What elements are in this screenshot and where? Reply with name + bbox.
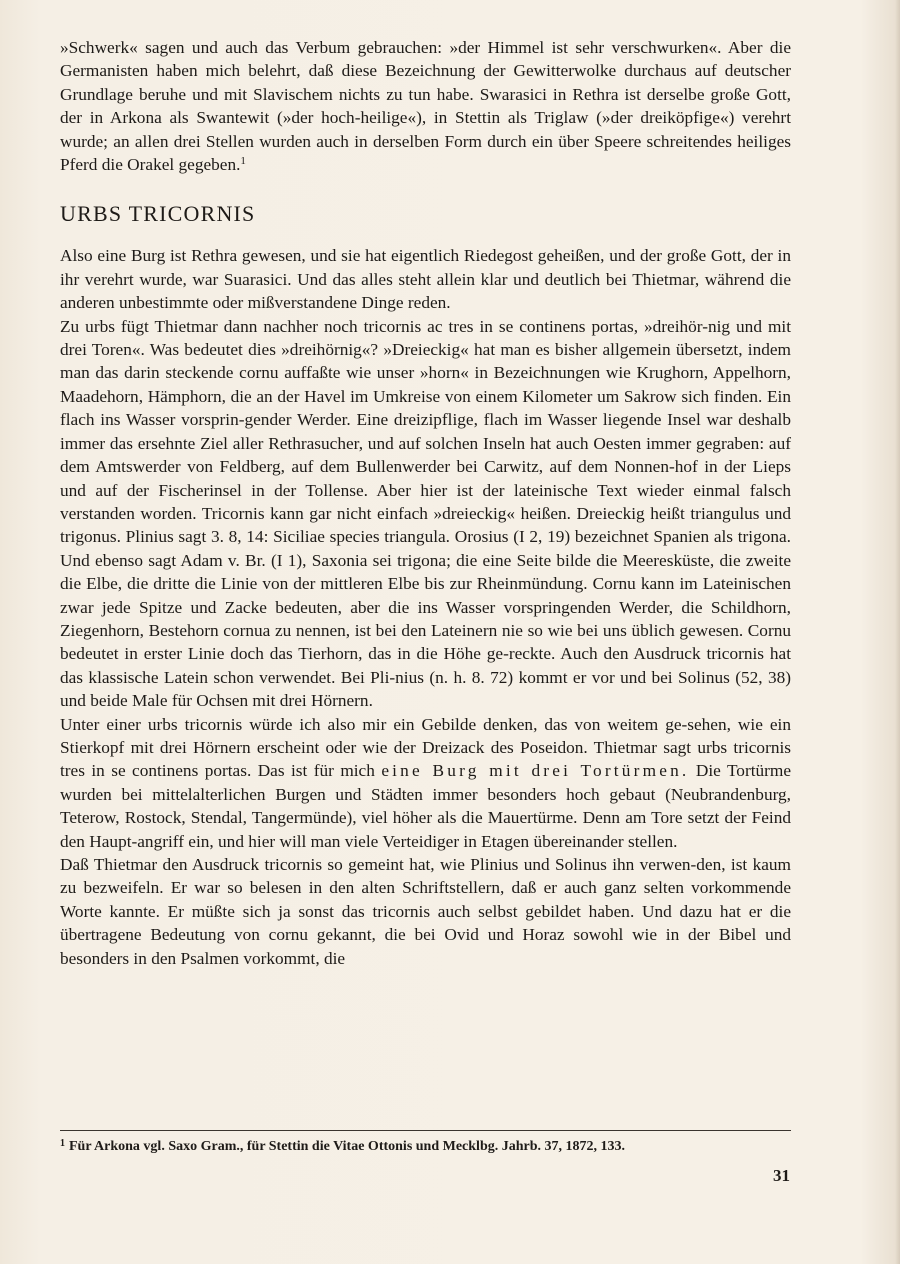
paragraph-text: Die Tortürme wurden bei mittelalterlichen Burgen und Städten immer besonders hoch gebaut (Neubrandenburg, Teterow, Rostock, Stendal, Tangermünde), viel höher als die Mauertürme. Denn am Tore setzt der Feind den Haupt-angriff ein, und hier will man viele Verteidiger in Etagen übereinander stellen.: [60, 761, 792, 851]
footnote-reference: 1: [240, 155, 246, 168]
paragraph: Also eine Burg ist Rethra gewesen, und sie hat eigentlich Riedegost geheißen, und der große Gott, der in ihr verehrt wurde, war Suarasici. Und das alles steht allein klar und deutlich bei Thietmar, während die anderen unbestimmte oder mißverstandene Dinge reden.: [60, 246, 791, 313]
footnote-divider: [60, 1130, 791, 1131]
paragraph: [60, 713, 791, 853]
section-heading: URBS TRICORNIS: [60, 201, 256, 227]
intro-paragraph-text: »Schwerk« sagen und auch das Verbum gebrauchen: »der Himmel ist sehr verschwurken«. Aber die Germanisten haben mich belehrt, daß diese Bezeichnung der Gewitterwolke durchaus auf deutscher Grundlage beruhe und mit Slavischem nichts zu tun habe. Swarasici in Rethra ist derselbe große Gott, der in Arkona als Swantewit (»der hoch-heilige«), in Stettin als Triglaw (»der dreiköpfige«) verehrt wurde; an allen drei Stellen wurden auch in derselben Form durch ein über Speere schreitendes heiliges Pferd die Orakel gegeben.: [60, 38, 791, 175]
footnote-text: Für Arkona vgl. Saxo Gram., für Stettin die Vitae Ottonis und Mecklbg. Jahrb. 37, 1872, 133.: [69, 1139, 626, 1154]
paragraph: Daß Thietmar den Ausdruck tricornis so gemeint hat, wie Plinius und Solinus ihn verwen-den, ist kaum zu bezweifeln. Er war so belesen in den alten Schriftstellern, daß er auch ganz selten vorkommende Worte kannte. Er müßte sich ja sonst das tricornis auch selbst gebildet haben. Und dazu hat er die übertragene Bedeutung von cornu gekannt, die bei Ovid und Horaz sowohl wie in der Bibel und besonders in den Psalmen vorkommt, die: [60, 855, 791, 968]
intro-paragraph: [60, 36, 791, 176]
page-number: 31: [773, 1166, 790, 1185]
paragraph-text: Unter einer urbs tricornis würde ich also mir ein Gebilde denken, das von weitem ge-sehen, wie ein Stierkopf mit drei Hörnern erscheint oder wie der Dreizack des Poseidon. Thietmar sagt urbs tricornis tres in se continens portas. Das ist für mich: [60, 714, 791, 781]
paragraph: Zu urbs fügt Thietmar dann nachher noch tricornis ac tres in se continens portas, »dreihör-nig und mit drei Toren«. Was bedeutet dies »dreihörnig«? »Dreieckig« hat man es bisher allgemein übersetzt, indem man das darin steckende cornu auffaßte wie unser »horn« in Bezeichnungen wie Krughorn, Appelhorn, Maadehorn, Hämphorn, die an der Havel im Umkreise von einem Kilometer um Sakrow sich finden. Ein flach ins Wasser vorsprin-gender Werder. Eine dreizipflige, flach im Wasser liegende Insel war deshalb immer das ersehnte Ziel aller Rethrasucher, und auf solchen Inseln hat auch Oesten immer gegraben: auf dem Amtswerder von Feldberg, auf dem Bullenwerder bei Carwitz, auf dem Nonnen-hof in der Lieps und auf der Fischerinsel in der Tollense. Aber hier ist der lateinische Text wieder einmal falsch verstanden worden. Tricornis kann gar nicht einfach »dreieckig« heißen. Dreieckig heißt triangulus und trigonus. Plinius sagt 3. 8, 14: Siciliae species triangula. Orosius (I 2, 19) bezeichnet Spanien als trigona. Und ebenso sagt Adam v. Br. (I 1), Saxonia sei trigona; die eine Seite bilde die Meeresküste, die zweite die Elbe, die dritte die Linie von der mittleren Elbe bis zur Rheinmündung. Cornu kann im Lateinischen zwar jede Spitze und Zacke bedeuten, aber die ins Wasser vorspringenden Werder, die Schildhorn, Ziegenhorn, Bestehorn cornua zu nennen, ist bei den Lateinern nie so wie bei uns üblich gewesen. Cornu bedeutet in erster Linie doch das Tierhorn, das in die Höhe ge-reckte. Auch den Ausdruck tricornis hat das klassische Latein schon verwendet. Bei Pli-nius (n. h. 8. 72) kommt er vor und bei Solinus (52, 38) und beide Male für Ochsen mit drei Hörnern.: [60, 316, 791, 711]
emphasized-text: eine Burg mit drei Tortürmen.: [381, 761, 690, 781]
footnote: [60, 1135, 791, 1156]
footnote-number: 1: [60, 1138, 65, 1149]
body-text: [60, 36, 791, 970]
